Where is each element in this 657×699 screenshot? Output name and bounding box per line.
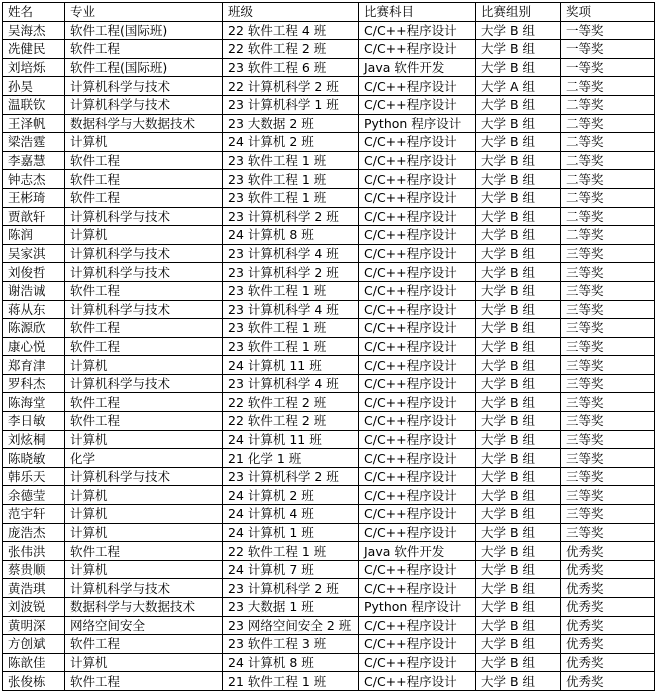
cell-group: 大学 B 组 (476, 58, 561, 77)
cell-award: 三等奖 (561, 523, 655, 542)
cell-name: 刘培烁 (3, 58, 65, 77)
cell-subject: C/C++程序设计 (359, 21, 476, 40)
cell-subject: C/C++程序设计 (359, 579, 476, 598)
cell-name: 陈晓敏 (3, 449, 65, 468)
cell-group: 大学 B 组 (476, 114, 561, 133)
cell-group: 大学 B 组 (476, 170, 561, 189)
table-row (3, 653, 655, 672)
header-row (3, 3, 655, 22)
cell-class: 23 计算机科学 1 班 (223, 95, 359, 114)
cell-name: 蒋从东 (3, 300, 65, 319)
cell-name: 钟志杰 (3, 170, 65, 189)
cell-class: 24 计算机 2 班 (223, 133, 359, 152)
cell-class: 24 计算机 4 班 (223, 505, 359, 524)
table-row (3, 151, 655, 170)
cell-group: 大学 B 组 (476, 300, 561, 319)
cell-group: 大学 B 组 (476, 337, 561, 356)
cell-award: 二等奖 (561, 114, 655, 133)
table-row (3, 449, 655, 468)
cell-award: 二等奖 (561, 95, 655, 114)
cell-name: 庞浩杰 (3, 523, 65, 542)
cell-group: 大学 B 组 (476, 40, 561, 59)
cell-name: 张伟洪 (3, 542, 65, 561)
cell-subject: C/C++程序设计 (359, 207, 476, 226)
cell-subject: C/C++程序设计 (359, 226, 476, 245)
cell-subject: C/C++程序设计 (359, 319, 476, 338)
cell-group: 大学 B 组 (476, 449, 561, 468)
table-row (3, 263, 655, 282)
cell-award: 二等奖 (561, 133, 655, 152)
cell-group: 大学 B 组 (476, 263, 561, 282)
table-row (3, 281, 655, 300)
cell-subject: C/C++程序设计 (359, 244, 476, 263)
cell-name: 刘炫桐 (3, 430, 65, 449)
cell-award: 二等奖 (561, 151, 655, 170)
cell-award: 优秀奖 (561, 635, 655, 654)
cell-class: 23 计算机科学 2 班 (223, 579, 359, 598)
cell-class: 23 计算机科学 2 班 (223, 467, 359, 486)
cell-major: 数据科学与大数据技术 (65, 598, 223, 617)
cell-major: 计算机 (65, 133, 223, 152)
cell-subject: C/C++程序设计 (359, 412, 476, 431)
table-row (3, 560, 655, 579)
cell-award: 二等奖 (561, 77, 655, 96)
cell-subject: C/C++程序设计 (359, 300, 476, 319)
cell-major: 数据科学与大数据技术 (65, 114, 223, 133)
cell-class: 24 计算机 8 班 (223, 226, 359, 245)
cell-award: 三等奖 (561, 374, 655, 393)
cell-subject: C/C++程序设计 (359, 430, 476, 449)
cell-subject: Python 程序设计 (359, 598, 476, 617)
header-class: 班级 (223, 3, 359, 22)
table-row (3, 486, 655, 505)
cell-major: 软件工程 (65, 151, 223, 170)
cell-subject: C/C++程序设计 (359, 151, 476, 170)
cell-name: 蔡贵顺 (3, 560, 65, 579)
cell-name: 温联钦 (3, 95, 65, 114)
cell-name: 罗科杰 (3, 374, 65, 393)
cell-group: 大学 B 组 (476, 226, 561, 245)
cell-major: 计算机 (65, 226, 223, 245)
table-row (3, 207, 655, 226)
cell-name: 韩乐天 (3, 467, 65, 486)
cell-name: 李日敏 (3, 412, 65, 431)
cell-class: 24 计算机 11 班 (223, 430, 359, 449)
table-row (3, 58, 655, 77)
cell-class: 23 软件工程 1 班 (223, 319, 359, 338)
cell-group: 大学 B 组 (476, 560, 561, 579)
cell-award: 优秀奖 (561, 616, 655, 635)
cell-name: 黄明深 (3, 616, 65, 635)
cell-class: 22 软件工程 2 班 (223, 393, 359, 412)
cell-group: 大学 B 组 (476, 151, 561, 170)
cell-award: 二等奖 (561, 170, 655, 189)
table-row (3, 412, 655, 431)
cell-class: 24 计算机 1 班 (223, 523, 359, 542)
cell-major: 软件工程 (65, 672, 223, 691)
table-row (3, 393, 655, 412)
cell-class: 23 软件工程 1 班 (223, 281, 359, 300)
cell-class: 22 软件工程 2 班 (223, 412, 359, 431)
cell-award: 三等奖 (561, 449, 655, 468)
cell-name: 冼健民 (3, 40, 65, 59)
cell-major: 计算机科学与技术 (65, 77, 223, 96)
header-group: 比赛组别 (476, 3, 561, 22)
cell-major: 计算机科学与技术 (65, 263, 223, 282)
cell-class: 23 软件工程 3 班 (223, 635, 359, 654)
cell-name: 吴家淇 (3, 244, 65, 263)
cell-award: 三等奖 (561, 505, 655, 524)
cell-group: 大学 B 组 (476, 207, 561, 226)
cell-group: 大学 B 组 (476, 486, 561, 505)
table-row (3, 505, 655, 524)
table-row (3, 133, 655, 152)
cell-group: 大学 B 组 (476, 374, 561, 393)
cell-name: 王泽帆 (3, 114, 65, 133)
cell-award: 三等奖 (561, 263, 655, 282)
cell-name: 刘俊哲 (3, 263, 65, 282)
cell-subject: Python 程序设计 (359, 114, 476, 133)
cell-major: 软件工程 (65, 319, 223, 338)
table-row (3, 616, 655, 635)
cell-award: 二等奖 (561, 188, 655, 207)
cell-name: 余德莹 (3, 486, 65, 505)
cell-class: 21 软件工程 1 班 (223, 672, 359, 691)
header-award: 奖项 (561, 3, 655, 22)
cell-major: 软件工程 (65, 337, 223, 356)
cell-award: 三等奖 (561, 337, 655, 356)
cell-subject: C/C++程序设计 (359, 133, 476, 152)
header-major: 专业 (65, 3, 223, 22)
cell-group: 大学 B 组 (476, 598, 561, 617)
table-row (3, 21, 655, 40)
cell-award: 优秀奖 (561, 542, 655, 561)
cell-major: 计算机科学与技术 (65, 579, 223, 598)
cell-class: 21 化学 1 班 (223, 449, 359, 468)
cell-subject: C/C++程序设计 (359, 356, 476, 375)
table-row (3, 95, 655, 114)
cell-award: 三等奖 (561, 300, 655, 319)
table-row (3, 467, 655, 486)
cell-subject: C/C++程序设计 (359, 263, 476, 282)
cell-group: 大学 B 组 (476, 319, 561, 338)
cell-award: 三等奖 (561, 486, 655, 505)
cell-subject: C/C++程序设计 (359, 393, 476, 412)
cell-award: 优秀奖 (561, 653, 655, 672)
cell-subject: C/C++程序设计 (359, 374, 476, 393)
table-row (3, 672, 655, 691)
cell-class: 24 计算机 11 班 (223, 356, 359, 375)
cell-subject: C/C++程序设计 (359, 486, 476, 505)
cell-name: 张俊栋 (3, 672, 65, 691)
award-table (2, 2, 655, 691)
cell-major: 计算机科学与技术 (65, 207, 223, 226)
cell-subject: C/C++程序设计 (359, 40, 476, 59)
cell-class: 23 软件工程 1 班 (223, 337, 359, 356)
cell-group: 大学 B 组 (476, 188, 561, 207)
cell-major: 计算机科学与技术 (65, 244, 223, 263)
cell-award: 二等奖 (561, 207, 655, 226)
table-row (3, 579, 655, 598)
cell-group: 大学 B 组 (476, 616, 561, 635)
cell-award: 三等奖 (561, 412, 655, 431)
table-row (3, 244, 655, 263)
cell-subject: C/C++程序设计 (359, 77, 476, 96)
cell-name: 陈源欣 (3, 319, 65, 338)
cell-class: 22 计算机科学 2 班 (223, 77, 359, 96)
cell-major: 计算机科学与技术 (65, 300, 223, 319)
table-row (3, 77, 655, 96)
cell-major: 计算机科学与技术 (65, 374, 223, 393)
cell-major: 软件工程(国际班) (65, 21, 223, 40)
table-row (3, 430, 655, 449)
cell-major: 软件工程(国际班) (65, 58, 223, 77)
cell-group: 大学 B 组 (476, 430, 561, 449)
cell-award: 优秀奖 (561, 598, 655, 617)
cell-subject: C/C++程序设计 (359, 635, 476, 654)
cell-subject: C/C++程序设计 (359, 449, 476, 468)
cell-award: 二等奖 (561, 226, 655, 245)
cell-group: 大学 B 组 (476, 133, 561, 152)
cell-award: 三等奖 (561, 319, 655, 338)
cell-group: 大学 B 组 (476, 244, 561, 263)
cell-name: 刘波锐 (3, 598, 65, 617)
table-row (3, 374, 655, 393)
cell-subject: Java 软件开发 (359, 58, 476, 77)
cell-subject: C/C++程序设计 (359, 170, 476, 189)
cell-major: 计算机 (65, 486, 223, 505)
cell-name: 范宇轩 (3, 505, 65, 524)
cell-class: 23 计算机科学 4 班 (223, 374, 359, 393)
cell-class: 24 计算机 7 班 (223, 560, 359, 579)
cell-group: 大学 A 组 (476, 77, 561, 96)
cell-award: 优秀奖 (561, 672, 655, 691)
cell-name: 陈歆佳 (3, 653, 65, 672)
table-row (3, 356, 655, 375)
cell-name: 孙昊 (3, 77, 65, 96)
cell-major: 软件工程 (65, 188, 223, 207)
table-row (3, 337, 655, 356)
cell-award: 三等奖 (561, 244, 655, 263)
cell-award: 优秀奖 (561, 560, 655, 579)
cell-major: 计算机 (65, 560, 223, 579)
cell-group: 大学 B 组 (476, 95, 561, 114)
cell-subject: Java 软件开发 (359, 542, 476, 561)
table-row (3, 598, 655, 617)
header-name: 姓名 (3, 3, 65, 22)
cell-class: 24 计算机 8 班 (223, 653, 359, 672)
table-row (3, 523, 655, 542)
cell-name: 贾歆轩 (3, 207, 65, 226)
cell-major: 软件工程 (65, 281, 223, 300)
cell-group: 大学 B 组 (476, 467, 561, 486)
cell-major: 计算机 (65, 523, 223, 542)
cell-major: 计算机 (65, 430, 223, 449)
table-row (3, 635, 655, 654)
cell-group: 大学 B 组 (476, 672, 561, 691)
cell-class: 23 网络空间安全 2 班 (223, 616, 359, 635)
cell-class: 23 大数据 1 班 (223, 598, 359, 617)
cell-group: 大学 B 组 (476, 635, 561, 654)
cell-class: 24 计算机 2 班 (223, 486, 359, 505)
table-row (3, 170, 655, 189)
cell-class: 23 软件工程 6 班 (223, 58, 359, 77)
cell-major: 软件工程 (65, 542, 223, 561)
cell-name: 王彬琦 (3, 188, 65, 207)
cell-subject: C/C++程序设计 (359, 672, 476, 691)
cell-name: 黄浩琪 (3, 579, 65, 598)
table-row (3, 114, 655, 133)
cell-class: 23 软件工程 1 班 (223, 151, 359, 170)
table-row (3, 40, 655, 59)
cell-name: 陈海堂 (3, 393, 65, 412)
cell-group: 大学 B 组 (476, 356, 561, 375)
cell-subject: C/C++程序设计 (359, 505, 476, 524)
cell-major: 软件工程 (65, 635, 223, 654)
cell-name: 谢浩诚 (3, 281, 65, 300)
cell-award: 一等奖 (561, 58, 655, 77)
cell-class: 22 软件工程 1 班 (223, 542, 359, 561)
cell-name: 康心悦 (3, 337, 65, 356)
table-row (3, 188, 655, 207)
cell-class: 23 软件工程 1 班 (223, 188, 359, 207)
cell-award: 三等奖 (561, 393, 655, 412)
table-body (3, 21, 655, 690)
cell-class: 22 软件工程 2 班 (223, 40, 359, 59)
cell-group: 大学 B 组 (476, 393, 561, 412)
cell-subject: C/C++程序设计 (359, 467, 476, 486)
cell-subject: C/C++程序设计 (359, 188, 476, 207)
cell-major: 软件工程 (65, 393, 223, 412)
cell-group: 大学 B 组 (476, 412, 561, 431)
cell-group: 大学 B 组 (476, 281, 561, 300)
cell-award: 三等奖 (561, 430, 655, 449)
cell-major: 软件工程 (65, 412, 223, 431)
cell-subject: C/C++程序设计 (359, 653, 476, 672)
cell-award: 三等奖 (561, 467, 655, 486)
cell-name: 梁浩霆 (3, 133, 65, 152)
cell-major: 计算机 (65, 653, 223, 672)
cell-subject: C/C++程序设计 (359, 337, 476, 356)
cell-award: 一等奖 (561, 40, 655, 59)
table-row (3, 300, 655, 319)
cell-name: 陈润 (3, 226, 65, 245)
cell-major: 计算机科学与技术 (65, 467, 223, 486)
cell-group: 大学 B 组 (476, 505, 561, 524)
table-row (3, 319, 655, 338)
cell-award: 优秀奖 (561, 579, 655, 598)
cell-name: 方创斌 (3, 635, 65, 654)
cell-class: 23 计算机科学 2 班 (223, 263, 359, 282)
cell-award: 三等奖 (561, 356, 655, 375)
cell-subject: C/C++程序设计 (359, 281, 476, 300)
cell-group: 大学 B 组 (476, 579, 561, 598)
cell-major: 计算机 (65, 505, 223, 524)
cell-name: 郑育津 (3, 356, 65, 375)
cell-subject: C/C++程序设计 (359, 523, 476, 542)
cell-award: 一等奖 (561, 21, 655, 40)
cell-major: 软件工程 (65, 170, 223, 189)
cell-major: 网络空间安全 (65, 616, 223, 635)
cell-subject: C/C++程序设计 (359, 95, 476, 114)
cell-award: 三等奖 (561, 281, 655, 300)
cell-subject: C/C++程序设计 (359, 616, 476, 635)
cell-major: 计算机科学与技术 (65, 95, 223, 114)
cell-major: 化学 (65, 449, 223, 468)
cell-class: 23 大数据 2 班 (223, 114, 359, 133)
header-subject: 比赛科目 (359, 3, 476, 22)
cell-name: 吴海杰 (3, 21, 65, 40)
cell-major: 计算机 (65, 356, 223, 375)
cell-group: 大学 B 组 (476, 21, 561, 40)
table-row (3, 542, 655, 561)
cell-class: 22 软件工程 4 班 (223, 21, 359, 40)
table-row (3, 226, 655, 245)
cell-class: 23 计算机科学 4 班 (223, 244, 359, 263)
cell-group: 大学 B 组 (476, 523, 561, 542)
cell-major: 软件工程 (65, 40, 223, 59)
cell-group: 大学 B 组 (476, 542, 561, 561)
cell-class: 23 计算机科学 2 班 (223, 207, 359, 226)
cell-name: 李嘉慧 (3, 151, 65, 170)
cell-subject: C/C++程序设计 (359, 560, 476, 579)
cell-group: 大学 B 组 (476, 653, 561, 672)
cell-class: 23 软件工程 1 班 (223, 170, 359, 189)
cell-class: 23 计算机科学 4 班 (223, 300, 359, 319)
